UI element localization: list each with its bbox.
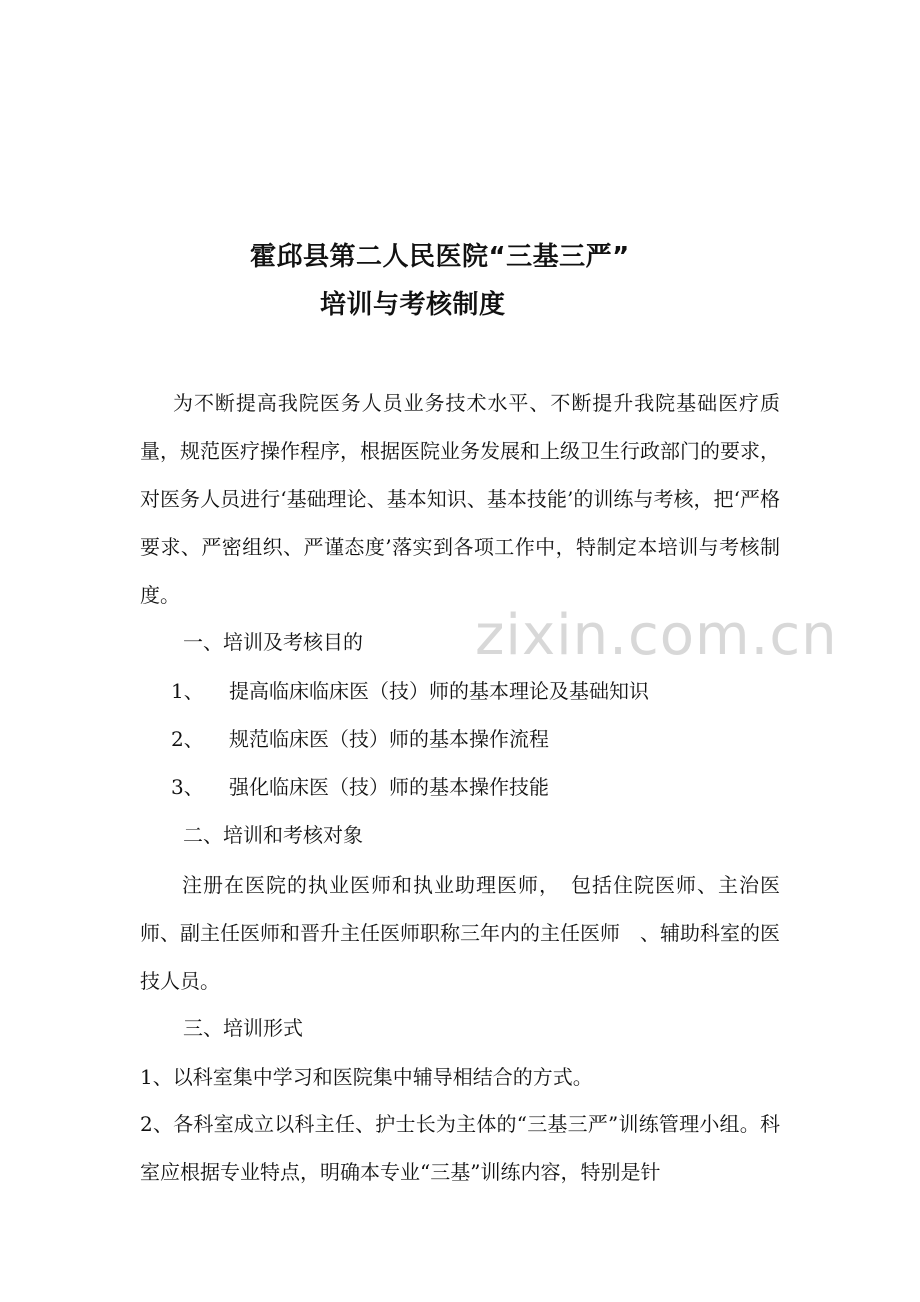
section1-heading: 一、培训及考核目的	[183, 630, 363, 654]
section2-heading: 二、培训和考核对象	[183, 823, 363, 847]
watermark: zixin.com.cn	[475, 603, 838, 668]
section2-body: 注册在医院的执业医师和执业助理医师， 包括住院医师、主治医师、副主任医师和晋升主任医师职称三年内的主任医师 、辅助科室的医技人员。	[140, 873, 780, 993]
item-number: 1、	[171, 679, 204, 703]
section1-item-2	[171, 724, 549, 754]
item-text: 规范临床医（技）师的基本操作流程	[229, 727, 549, 751]
item-text: 强化临床医（技）师的基本操作技能	[229, 775, 549, 799]
document-title-line1: 霍邱县第二人民医院“三基三严”	[250, 242, 630, 272]
section3-item-2: 2、各科室成立以科主任、护士长为主体的“三基三严”训练管理小组。科室应根据专业特点，明确本专业“三基”训练内容，特别是针	[140, 1112, 780, 1184]
section1-item-1	[171, 676, 649, 706]
section3-heading: 三、培训形式	[183, 1016, 303, 1040]
section3-item-1: 1、以科室集中学习和医院集中辅导相结合的方式。	[140, 1065, 593, 1089]
item-number: 2、	[171, 727, 204, 751]
section1-item-3	[171, 772, 549, 802]
intro-paragraph: 为不断提高我院医务人员业务技术水平、不断提升我院基础医疗质量，规范医疗操作程序，根据医院业务发展和上级卫生行政部门的要求，对医务人员进行‘基础理论、基本知识、基本技能’的训练与考核，把‘严格要求、严密组织、严谨态度’落实到各项工作中，特制定本培训与考核制度。	[140, 391, 780, 607]
item-text: 提高临床临床医（技）师的基本理论及基础知识	[229, 679, 649, 703]
document-title-line2: 培训与考核制度	[320, 290, 506, 320]
item-number: 3、	[171, 775, 204, 799]
